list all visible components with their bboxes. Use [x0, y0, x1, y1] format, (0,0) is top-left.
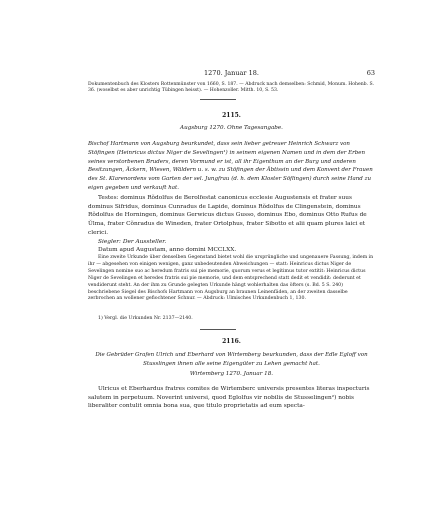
entry-body-2116 [88, 385, 375, 411]
entry-place-date-2115: Augsburg 1270. Ohne Tagesangabe. [180, 125, 283, 131]
sealer-line: Siegler: Der Aussteller. [98, 238, 167, 245]
footnote: 1) Vergl. die Urkunden Nr. 2137—2140. [98, 316, 193, 321]
page-number: 63 [366, 69, 375, 77]
entry-note-2115: Eine zweite Urkunde über denselben Gegenstand bietet wohl die ursprüngliche und ungenauere Fassung, indem in ihr — abgesehen von einigen wenigen, ganz unbedeutenden Abweichungen — statt: Heinricus dictus Niger de Sevelingen nomine suo ac heredum fratris sui pie memorie, quorum verus et legitimus tutor extitit: Heinricus dictus Niger de Sevelingen et heredes fratris sui pie memorie, und dem entsprechend statt dedit et vendidit: dederunt et vendiderunt steht. An der ihm zu Grunde gelegten Urkunde hängt wohlerhalten das öfters (s. Bd. 5 S. 240) beschriebene Siegel des Bischofs Hartmann von Augsburg an braunen Leinenfäden, an der zweiten dasselbe zerbrochen an wollener gefiochtener Schnur. — Abdruck: Ulmisches Urkundenbuch 1, 130. [88, 255, 374, 302]
entry-number-2115: 2115. [222, 112, 241, 119]
witness-list: Testes: dominus Rŏdolfus de Berolfestat canonicus ecclesie Augustensis et frater suus dominus Sifridus, dominus Cunradus de Lapide, dominus Rŏdolfus de Clingenstein, dominus Rŏdolfus de Horningen, dominus Gerwicus dictus Gusso, dominus Ebo, dominus Otto Rufus de Ŭlma, frater Cŏnradus de Wineden, frater Ortolphus, frater Sibotto et alii quam plures laici et clerici. [88, 195, 367, 236]
entry-number-2116: 2116. [222, 338, 241, 345]
charter-text: Ulricus et Eberhardus fratres comites de Wirtemberc universis presentes literas inspecturis salutem in perpetuum. Noverint universi, quod Eglolfus vir nobilis de Stusselingen²) nobis liberaliter contulit omnia bona sua, que titulo proprietatis ad eum specta- [88, 386, 370, 410]
entry-regest-2115: Bischof Hartmann von Augsburg beurkundet, dass sein lieber getreuer Heinrich Schwarz von Stöfingen (Heinricus dictus Niger de Sevelingen¹) in seinem eigenen Namen und in dem der Erben seines verstorbenen Bruders, deren Vormund er ist, all ihr Eigenthum an der Burg und anderen Besitzungen, Äckern, Wiesen, Wäldern u. s. w. zu Stöfingen der Äbtissin und dem Konvent der Frauen des St. Klarenordens vom Garten der sel. Jungfrau (d. h. dem Kloster Söflingen) durch seine Hand zu eigen gegeben und verkauft hat. [88, 141, 373, 191]
entry-body-2115 [88, 194, 375, 255]
entry-place-date-2116: Wirtemberg 1270. Januar 18. [189, 371, 274, 377]
entry-regest-2116: Die Gebrüder Grafen Ulrich und Eberhard von Wirtemberg beurkunden, dass der Edle Egloff von Stusslingen ihnen alle seine Eigengüter zu Lehen gemacht hat. [95, 352, 368, 367]
separator-rule [200, 329, 236, 330]
running-header [88, 69, 375, 77]
separator-rule [200, 99, 236, 100]
running-header-date: 1270. Januar 18. [204, 69, 259, 77]
datum-line: Datum apud Augustam, anno domini MCCLXX. [98, 247, 237, 254]
source-note: Dokumentenbuch des Klosters Rottenmünster von 1660, S. 187. — Abdruck nach demselben: Schmid, Monum. Hohenb. S. 36. (woselbst es aber unrichtig Tübingen heisst). — Hohenzoller. Mitth. 10, S. 53. [88, 82, 374, 94]
